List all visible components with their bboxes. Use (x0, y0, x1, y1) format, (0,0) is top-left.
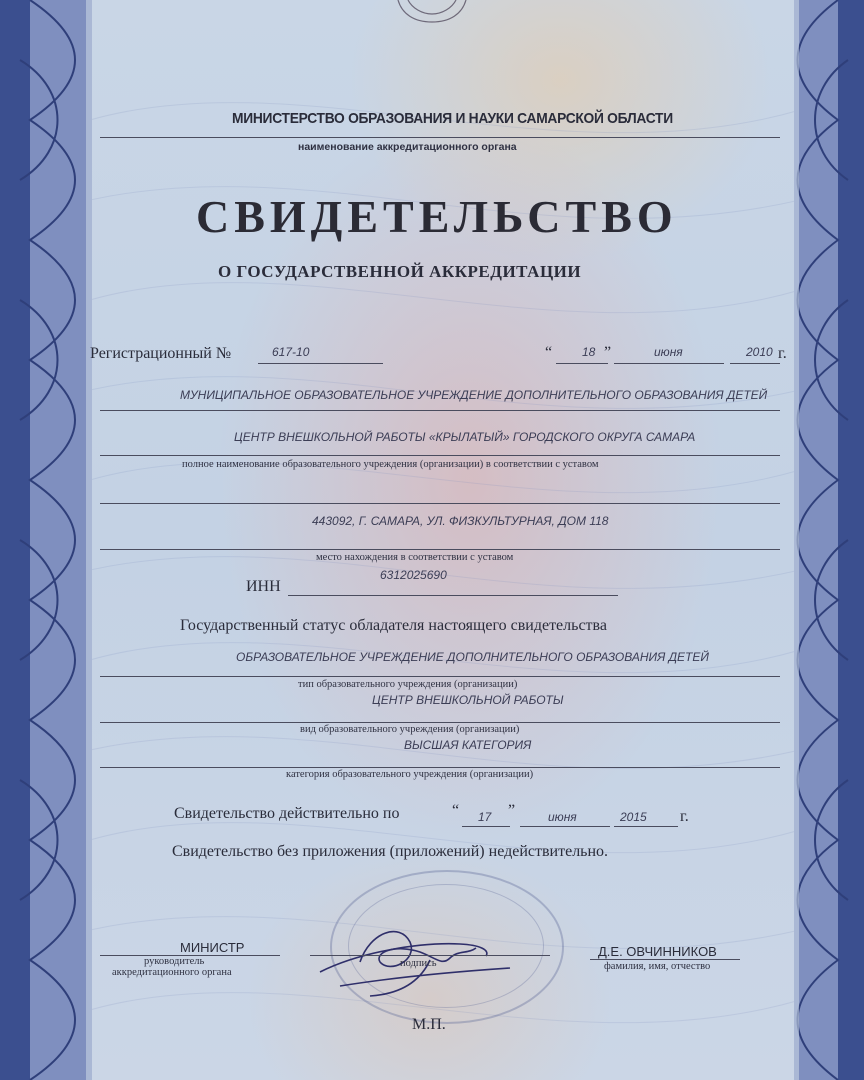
validity-day: 17 (478, 810, 492, 824)
validity-month-rule (520, 826, 610, 827)
signer-caption-2: аккредитационного органа (112, 967, 232, 978)
status-type-value: ОБРАЗОВАТЕЛЬНОЕ УЧРЕЖДЕНИЕ ДОПОЛНИТЕЛЬНОГО ОБРАЗОВАНИЯ ДЕТЕЙ (236, 650, 709, 664)
signer-caption-1: руководитель (144, 956, 205, 967)
inn-value: 6312025690 (380, 568, 447, 582)
status-category-caption: категория образовательного учреждения (организации) (286, 769, 534, 780)
registration-month-line (614, 363, 724, 364)
document-subtitle: О ГОСУДАРСТВЕННОЙ АККРЕДИТАЦИИ (218, 262, 582, 281)
status-heading: Государственный статус обладателя настоящего свидетельства (180, 617, 607, 634)
status-kind-value: ЦЕНТР ВНЕШКОЛЬНОЙ РАБОТЫ (372, 693, 564, 707)
document-title: СВИДЕТЕЛЬСТВО (196, 191, 678, 242)
address-value: 443092, Г. САМАРА, УЛ. ФИЗКУЛЬТУРНАЯ, ДОМ 118 (312, 514, 609, 528)
status-category-value: ВЫСШАЯ КАТЕГОРИЯ (404, 738, 532, 752)
emblem-icon (398, 0, 466, 22)
registration-month: июня (654, 345, 683, 359)
signer-name-rule (590, 959, 740, 960)
signature-rule (310, 955, 550, 956)
ministry-name: МИНИСТЕРСТВО ОБРАЗОВАНИЯ И НАУКИ САМАРСКОЙ ОБЛАСТИ (232, 110, 673, 127)
registration-label: Регистрационный № (90, 345, 232, 362)
institution-caption: полное наименование образовательного учреждения (организации) в соответствии с уставом (182, 459, 599, 470)
status-type-rule (100, 676, 780, 677)
signer-name: Д.Е. ОВЧИННИКОВ (598, 944, 717, 959)
validity-year-rule (614, 826, 678, 827)
registration-year-line (730, 363, 780, 364)
status-kind-caption: вид образовательного учреждения (организации) (300, 724, 520, 735)
validity-year-suffix: г. (680, 808, 689, 825)
institution-blank-rule (100, 503, 780, 504)
ministry-underline (100, 137, 780, 138)
institution-line1-rule (100, 410, 780, 411)
ornamental-border-right (794, 0, 864, 1080)
signer-name-caption: фамилия, имя, отчество (604, 961, 711, 972)
validity-label: Свидетельство действительно по (174, 805, 400, 822)
registration-day: 18 (582, 345, 596, 359)
validity-year: 2015 (620, 810, 647, 824)
inn-label: ИНН (246, 578, 281, 595)
ministry-caption: наименование аккредитационного органа (298, 141, 517, 153)
validity-quote-close: ” (508, 802, 516, 819)
status-type-caption: тип образовательного учреждения (организации) (298, 679, 518, 690)
ornamental-border-left (0, 0, 92, 1080)
institution-name-line1: МУНИЦИПАЛЬНОЕ ОБРАЗОВАТЕЛЬНОЕ УЧРЕЖДЕНИЕ ДОПОЛНИТЕЛЬНОГО ОБРАЗОВАНИЯ ДЕТЕЙ (180, 388, 768, 402)
registration-day-line (556, 363, 608, 364)
signer-position: МИНИСТР (180, 940, 245, 955)
status-category-rule (100, 767, 780, 768)
registration-year-suffix: г. (778, 345, 787, 362)
address-rule (100, 549, 780, 550)
seal-place-mark: М.П. (412, 1016, 446, 1033)
validity-note: Свидетельство без приложения (приложений) недействительно. (172, 843, 609, 860)
signature-caption: подпись (400, 958, 437, 969)
validity-day-rule (462, 826, 510, 827)
inn-rule (288, 595, 618, 596)
registration-year: 2010 (746, 345, 773, 359)
status-kind-rule (100, 722, 780, 723)
institution-line2-rule (100, 455, 780, 456)
registration-number-line (258, 363, 383, 364)
institution-name-line2: ЦЕНТР ВНЕШКОЛЬНОЙ РАБОТЫ «КРЫЛАТЫЙ» ГОРОДСКОГО ОКРУГА САМАРА (234, 430, 696, 444)
registration-quote-close: ” (604, 344, 612, 361)
validity-quote-open: “ (452, 802, 460, 819)
validity-month: июня (548, 810, 577, 824)
address-caption: место нахождения в соответствии с уставом (316, 552, 514, 563)
handwritten-signature (300, 912, 520, 1002)
registration-quote-open: “ (545, 344, 553, 361)
registration-number: 617-10 (272, 345, 310, 359)
